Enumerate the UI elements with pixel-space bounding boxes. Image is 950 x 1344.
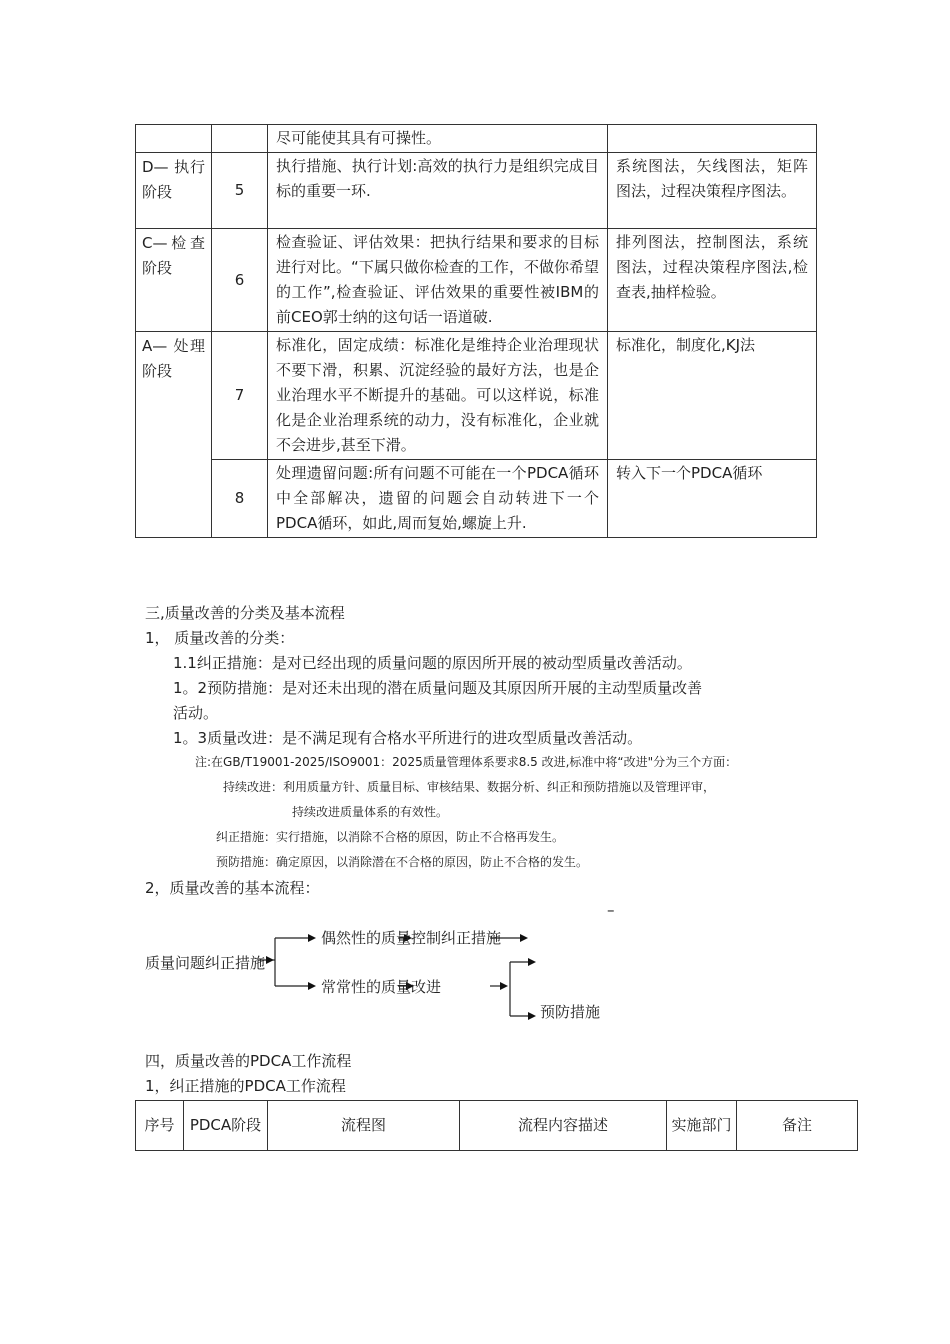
table-header-row [136, 1101, 858, 1151]
classification-title: 1， 质量改善的分类： [145, 629, 295, 647]
header-pdca-stage: PDCA阶段 [184, 1101, 268, 1151]
step-number: 5 [212, 153, 268, 229]
dash-mark: – [607, 901, 615, 919]
flow-routine-label: 常常性的质量改进 [321, 978, 442, 996]
step-description: 尽可能使其具有可操性。 [268, 125, 608, 153]
preventive-action-item-cont: 活动。 [173, 704, 219, 722]
arrow-head [528, 958, 536, 966]
quality-improvement-item: 1。3质量改进：是不满足现有合格水平所进行的进攻型质量改善活动。 [173, 729, 643, 747]
arrow-head [500, 982, 508, 990]
continual-improvement: 持续改进：利用质量方针、质量目标、审核结果、数据分析、纠正和预防措施以及管理评审， [223, 780, 716, 794]
stage-cell: D— 执行阶段 [136, 153, 212, 229]
stage-cell: A— 处理阶段 [136, 332, 212, 538]
step-number: 8 [212, 460, 268, 538]
arrow-head [266, 956, 274, 964]
corrective-pdca-title: 1，纠正措施的PDCA工作流程 [145, 1077, 346, 1095]
table-row [136, 125, 817, 153]
flow-prevent-label: 预防措施 [540, 1003, 601, 1021]
header-remarks: 备注 [737, 1101, 858, 1151]
basic-process-title: 2，质量改善的基本流程： [145, 879, 320, 897]
step-number [212, 125, 268, 153]
step-number: 7 [212, 332, 268, 460]
table-row [136, 332, 817, 460]
table-row [136, 460, 817, 538]
section3-heading: 三,质量改善的分类及基本流程 [145, 604, 345, 622]
pdca-stage-table [135, 124, 817, 538]
step-tools: 排列图法，控制图法，系统图法，过程决策程序图法,检查表,抽样检验。 [608, 229, 817, 332]
step-tools [608, 125, 817, 153]
section4-heading: 四，质量改善的PDCA工作流程 [145, 1052, 352, 1070]
table-row [136, 153, 817, 229]
flow-occasional-label: 偶然性的质量控制纠正措施 [321, 929, 502, 947]
header-flowchart: 流程图 [268, 1101, 460, 1151]
stage-cell: C—检查阶段 [136, 229, 212, 332]
header-seq: 序号 [136, 1101, 184, 1151]
step-description: 处理遗留问题:所有问题不可能在一个PDCA循环中全部解决，遗留的问题会自动转进下一个PDCA循环，如此,周而复始,螺旋上升. [268, 460, 608, 538]
standard-note: 注:在GB/T19001-2025/ISO9001：2025质量管理体系要求8.5 改进,标准中将“改进"分为三个方面： [195, 755, 738, 769]
corrective-action-item: 1.1纠正措施：是对已经出现的质量问题的原因所开展的被动型质量改善活动。 [173, 654, 692, 672]
corrective-pdca-table [135, 1100, 858, 1151]
step-description: 标准化，固定成绩：标准化是维持企业治理现状不要下滑，积累、沉淀经验的最好方法，也是企业治理水平不断提升的基础。可以这样说，标准化是企业治理系统的动力，没有标准化，企业就不会进步,甚至下滑。 [268, 332, 608, 460]
flow-source-label: 质量问题纠正措施 [145, 954, 266, 972]
header-department: 实施部门 [667, 1101, 737, 1151]
stage-cell [136, 125, 212, 153]
arrow-head [308, 982, 316, 990]
corrective-definition: 纠正措施：实行措施，以消除不合格的原因，防止不合格再发生。 [216, 830, 565, 844]
header-description: 流程内容描述 [460, 1101, 667, 1151]
step-number: 6 [212, 229, 268, 332]
step-description: 检查验证、评估效果：把执行结果和要求的目标进行对比。“下属只做你检查的工作，不做你希望的工作”,检查验证、评估效果的重要性被IBM的前CEO郭士纳的这句话一语道破. [268, 229, 608, 332]
table-row [136, 229, 817, 332]
arrow-head [308, 934, 316, 942]
preventive-action-item: 1。2预防措施：是对还未出现的潜在质量问题及其原因所开展的主动型质量改善 [173, 679, 703, 697]
step-description: 执行措施、执行计划:高效的执行力是组织完成目标的重要一环. [268, 153, 608, 229]
arrow-head [520, 934, 528, 942]
preventive-definition: 预防措施：确定原因，以消除潜在不合格的原因，防止不合格的发生。 [216, 855, 589, 869]
step-tools: 转入下一个PDCA循环 [608, 460, 817, 538]
quality-flow-diagram [0, 880, 950, 1030]
step-tools: 系统图法，矢线图法，矩阵图法，过程决策程序图法。 [608, 153, 817, 229]
arrow-head [528, 1012, 536, 1020]
step-tools: 标准化，制度化,KJ法 [608, 332, 817, 460]
continual-improvement-cont: 持续改进质量体系的有效性。 [292, 805, 449, 819]
